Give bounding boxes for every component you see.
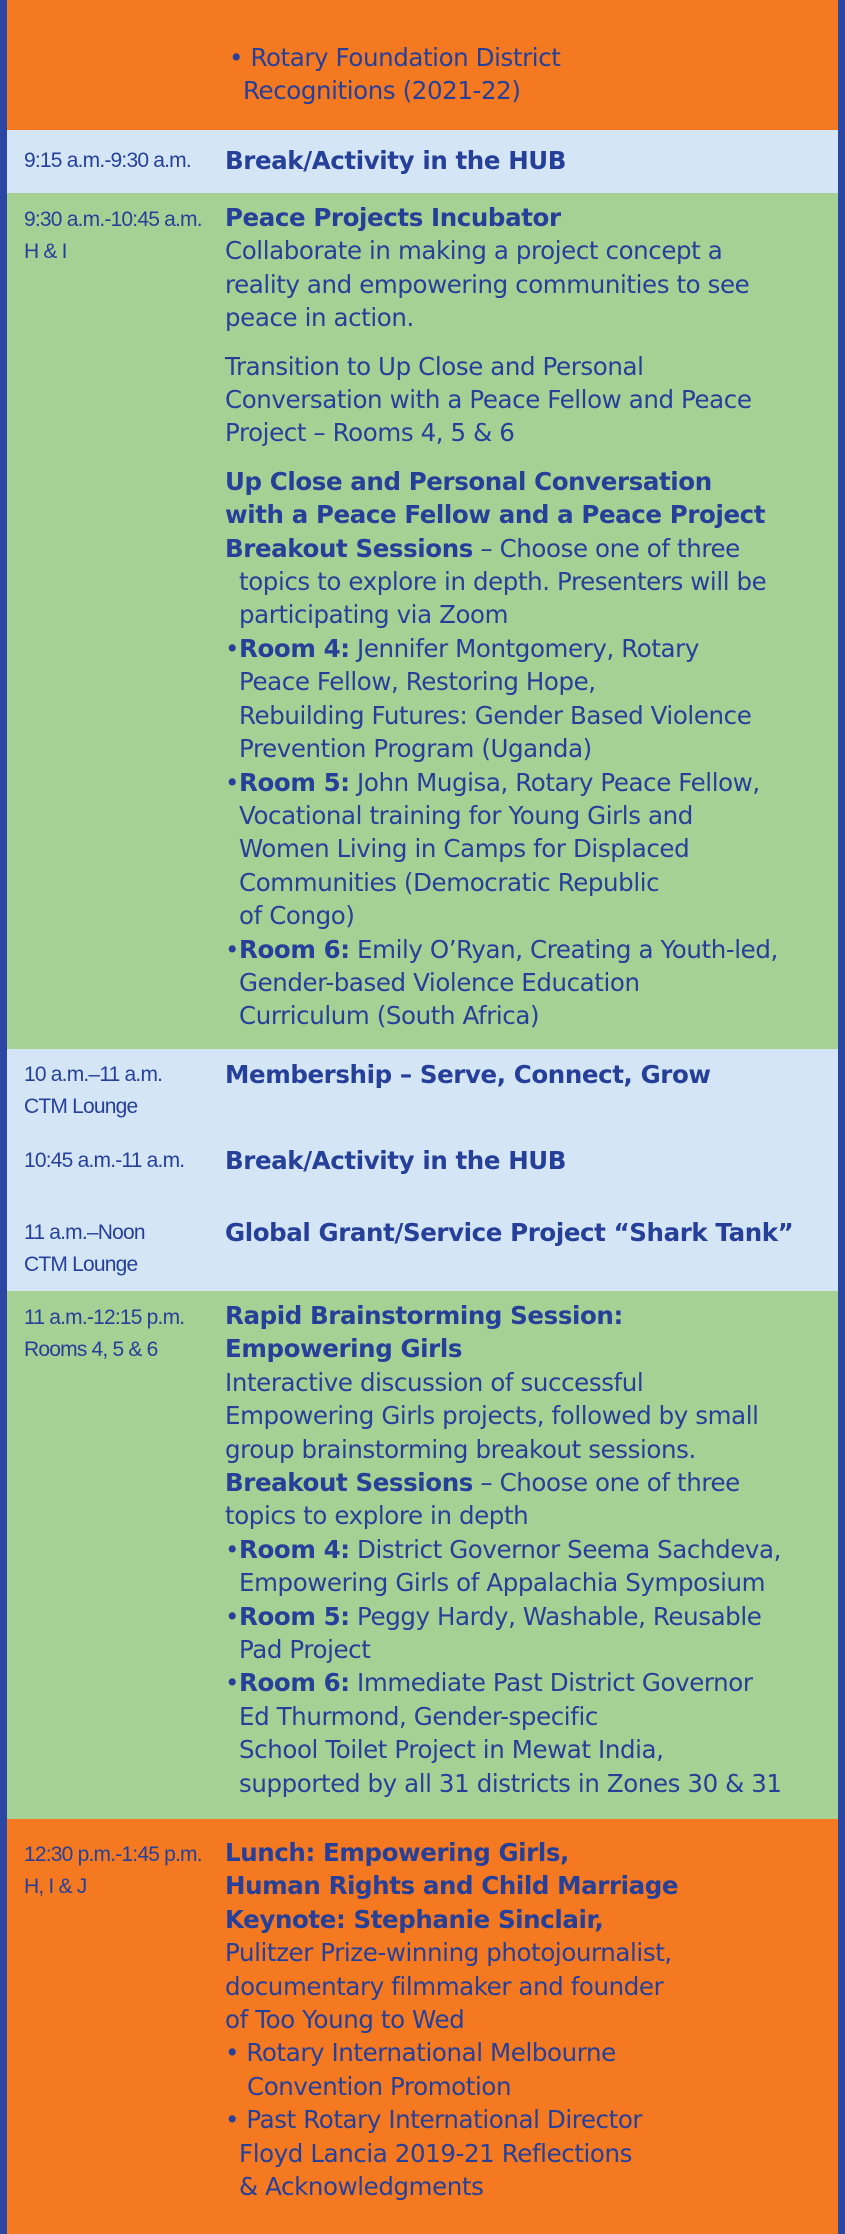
session-description-line: Empowering Girls projects, followed by small [225, 1401, 759, 1431]
item-text: Prevention Program (Uganda) [239, 734, 592, 764]
item-text: Rotary International Melbourne [239, 2038, 616, 2068]
session-description-line: of Too Young to Wed [225, 2005, 465, 2035]
item-text: Women Living in Camps for Displaced [239, 834, 690, 864]
bullet-icon: • [225, 1668, 240, 1698]
agenda-row-break-1 [7, 130, 838, 193]
item-text: Rebuilding Futures: Gender Based Violence [239, 700, 752, 730]
session-time: 10:45 a.m.-11 a.m. [24, 1149, 185, 1172]
session-title-shark-tank: Global Grant/Service Project “Shark Tank” [225, 1218, 794, 1247]
agenda-row-recognitions [7, 0, 838, 130]
item-text: Empowering Girls of Appalachia Symposium [239, 1568, 766, 1598]
breakout-item-room-6 [225, 1666, 828, 1699]
item-text: District Governor Seema Sachdeva, [349, 1534, 782, 1564]
item-text: Floyd Lancia 2019-21 Reflections [239, 2138, 633, 2168]
agenda-row-lunch [7, 1819, 838, 2234]
breakout-item-room-5 [225, 766, 828, 799]
bullet-icon: • [225, 1534, 240, 1564]
session-title-break-2: Break/Activity in the HUB [225, 1146, 567, 1175]
recognitions-text [229, 41, 828, 108]
session-room: Rooms 4, 5 & 6 [24, 1338, 158, 1361]
item-text: Peggy Hardy, Washable, Reusable [349, 1601, 762, 1631]
session-title: Rapid Brainstorming Session: [225, 1301, 623, 1330]
session-title: Lunch: Empowering Girls, [225, 1838, 569, 1867]
peace-session-content [225, 201, 828, 1033]
bullet-icon: • [225, 633, 240, 663]
breakout-item-room-4 [225, 1533, 828, 1566]
breakout-item-room-6 [225, 933, 828, 966]
agenda-row-rapid-brainstorming [7, 1291, 838, 1819]
item-text: Peace Fellow, Restoring Hope, [239, 667, 596, 697]
item-text: Emily O’Ryan, Creating a Youth-led, [349, 934, 778, 964]
room-label: Room 5: [239, 767, 350, 797]
item-text: School Toilet Project in Mewat India, [239, 1735, 664, 1765]
recognitions-line: • Rotary Foundation District [229, 43, 561, 72]
session-description-line: Pulitzer Prize-winning photojournalist, [225, 1938, 672, 1968]
bullet-icon: • [225, 2038, 240, 2068]
session-description-line: group brainstorming breakout sessions. [225, 1434, 696, 1464]
bullet-icon: • [225, 767, 240, 797]
breakout-item-room-5 [225, 1600, 828, 1633]
rapid-session-content [225, 1299, 828, 1800]
recognitions-line: Recognitions (2021-22) [243, 76, 521, 106]
room-label: Room 6: [239, 1668, 350, 1698]
item-text: Past Rotary International Director [239, 2105, 643, 2135]
session-description-line: Interactive discussion of successful [225, 1367, 644, 1397]
breakout-line: topics to explore in depth. Presenters will be [239, 567, 767, 597]
breakout-label: Breakout Sessions [225, 1468, 473, 1498]
room-label: Room 4: [239, 1534, 350, 1564]
lunch-session-content [225, 1836, 828, 2203]
transition-line: Project – Rooms 4, 5 & 6 [225, 418, 515, 448]
item-text: of Congo) [239, 901, 355, 931]
bullet-icon: • [225, 2105, 240, 2135]
item-text: Jennifer Montgomery, Rotary [349, 633, 699, 663]
breakout-line [225, 1466, 828, 1499]
session-title: Human Rights and Child Marriage [225, 1871, 679, 1901]
lunch-item-reflections [225, 2103, 828, 2136]
item-text: Immediate Past District Governor [349, 1668, 753, 1698]
room-label: Room 6: [239, 934, 350, 964]
session-room: H, I & J [24, 1875, 87, 1898]
session-time: 11 a.m.–Noon [24, 1221, 145, 1244]
session-description-line: peace in action. [225, 303, 414, 333]
session-time: 12:30 p.m.-1:45 p.m. [24, 1843, 202, 1866]
item-text: supported by all 31 districts in Zones 30 & 31 [239, 1768, 782, 1798]
session-time: 9:15 a.m.-9:30 a.m. [24, 149, 191, 172]
session-room: H & I [24, 240, 67, 263]
breakout-text: – Choose one of three [472, 533, 740, 563]
session-room: CTM Lounge [24, 1253, 138, 1276]
bullet-icon: • [225, 934, 240, 964]
bullet-icon: • [225, 1601, 240, 1631]
session-title: Break/Activity in the HUB [225, 146, 567, 175]
item-text: Curriculum (South Africa) [239, 1001, 540, 1031]
item-text: & Acknowledgments [239, 2172, 484, 2202]
item-text: Pad Project [239, 1635, 371, 1665]
session-time: 10 a.m.–11 a.m. [24, 1063, 163, 1086]
keynote-title: Keynote: Stephanie Sinclair, [225, 1904, 604, 1934]
breakout-text: – Choose one of three [472, 1468, 740, 1498]
item-text: Vocational training for Young Girls and [239, 800, 693, 830]
room-label: Room 5: [239, 1601, 350, 1631]
session-description-line: reality and empowering communities to see [225, 269, 750, 299]
session-description-line: documentary filmmaker and founder [225, 1971, 664, 2001]
breakout-line: participating via Zoom [239, 600, 509, 630]
session-description-line: Collaborate in making a project concept a [225, 236, 723, 266]
upclose-title-line: Up Close and Personal Conversation [225, 466, 712, 496]
breakout-item-room-4 [225, 632, 828, 665]
breakout-line: topics to explore in depth [225, 1501, 529, 1531]
session-title: Peace Projects Incubator [225, 203, 561, 232]
room-label: Room 4: [239, 633, 350, 663]
agenda-row-group-blue [7, 1049, 838, 1291]
breakout-label: Breakout Sessions [225, 533, 473, 563]
transition-line: Transition to Up Close and Personal [225, 351, 644, 381]
item-text: John Mugisa, Rotary Peace Fellow, [349, 767, 760, 797]
item-text: Convention Promotion [247, 2071, 512, 2101]
transition-line: Conversation with a Peace Fellow and Peace [225, 385, 752, 415]
upclose-title-line: with a Peace Fellow and a Peace Project [225, 500, 766, 530]
session-title-membership: Membership – Serve, Connect, Grow [225, 1060, 711, 1089]
session-room: CTM Lounge [24, 1095, 138, 1118]
session-time: 9:30 a.m.-10:45 a.m. [24, 208, 202, 231]
item-text: Ed Thurmond, Gender-specific [239, 1701, 598, 1731]
item-text: Communities (Democratic Republic [239, 867, 660, 897]
lunch-item-melbourne [225, 2036, 828, 2069]
agenda-row-peace-projects [7, 193, 838, 1049]
session-title: Empowering Girls [225, 1334, 463, 1364]
session-time: 11 a.m.-12:15 p.m. [24, 1306, 185, 1329]
breakout-line [225, 532, 828, 565]
item-text: Gender-based Violence Education [239, 967, 640, 997]
